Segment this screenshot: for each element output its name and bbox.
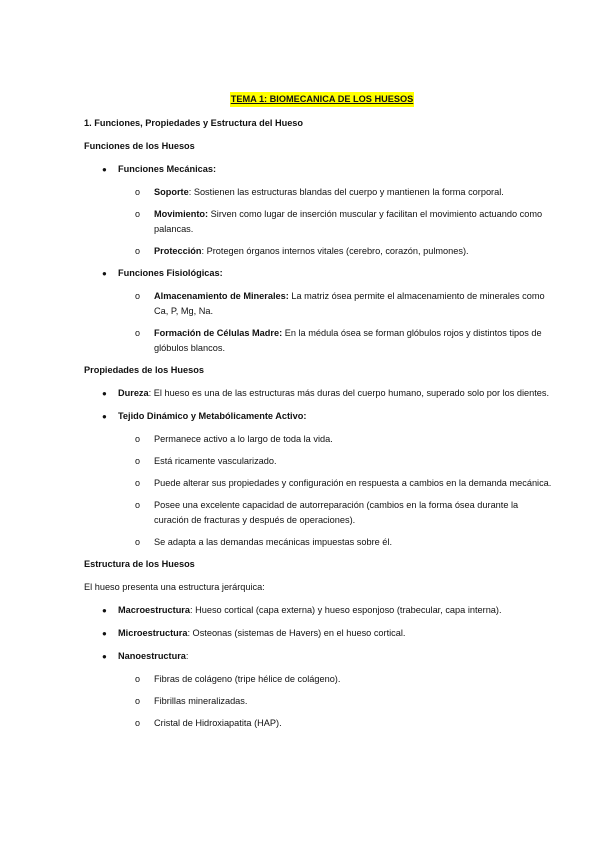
- list-item: [84, 289, 560, 319]
- list-item: [84, 185, 560, 200]
- item-label: Tejido Dinámico y Metabólicamente Activo:: [118, 411, 307, 421]
- item-label: Almacenamiento de Minerales:: [154, 291, 289, 301]
- list-item: [84, 266, 560, 281]
- item-label: Macroestructura: [118, 605, 190, 615]
- item-text: : Hueso cortical (capa externa) y hueso esponjoso (trabecular, capa interna).: [190, 605, 502, 615]
- list-item: [84, 672, 560, 687]
- list-item: [84, 244, 560, 259]
- item-text: : Sostienen las estructuras blandas del cuerpo y mantienen la forma corporal.: [188, 187, 504, 197]
- circle-bullet-icon: o: [135, 328, 141, 338]
- circle-bullet-icon: o: [135, 456, 141, 466]
- list-item: [84, 476, 560, 491]
- item-text: La matriz ósea permite el almacenamiento de minerales como Ca, P, Mg, Na.: [154, 291, 545, 316]
- circle-bullet-icon: o: [135, 434, 141, 444]
- item-label: Movimiento:: [154, 209, 209, 219]
- bullet-icon: ●: [102, 652, 107, 661]
- list-item: [84, 649, 560, 664]
- bullet-icon: ●: [102, 412, 107, 421]
- page-title: TEMA 1: BIOMECANICA DE LOS HUESOS: [230, 92, 415, 107]
- item-text: Sirven como lugar de inserción muscular y facilitan el movimiento actuando como palancas.: [154, 209, 543, 234]
- bullet-icon: ●: [102, 269, 107, 278]
- list-item: [84, 432, 560, 447]
- title-wrap: [84, 92, 560, 107]
- list-item: [84, 162, 560, 177]
- list-item: [84, 326, 560, 356]
- item-text: Fibrillas mineralizadas.: [154, 696, 248, 706]
- item-text: : El hueso es una de las estructuras más duras del cuerpo humano, superado solo por los dientes.: [148, 388, 550, 398]
- item-text: Permanece activo a lo largo de toda la vida.: [154, 434, 333, 444]
- list-item: [84, 454, 560, 469]
- item-text: Cristal de Hidroxiapatita (HAP).: [154, 718, 282, 728]
- item-text: Se adapta a las demandas mecánicas impuestas sobre él.: [154, 537, 392, 547]
- list-item: [84, 409, 560, 424]
- bullet-icon: ●: [102, 606, 107, 615]
- section-heading: 1. Funciones, Propiedades y Estructura del Hueso: [84, 118, 304, 128]
- circle-bullet-icon: o: [135, 696, 141, 706]
- circle-bullet-icon: o: [135, 537, 141, 547]
- circle-bullet-icon: o: [135, 187, 141, 197]
- item-text: :: [185, 651, 189, 661]
- item-label: Funciones Mecánicas:: [118, 164, 217, 174]
- item-text: Está ricamente vascularizado.: [154, 456, 277, 466]
- list-item: [84, 716, 560, 731]
- funciones-heading: Funciones de los Huesos: [84, 141, 195, 151]
- estructura-heading: Estructura de los Huesos: [84, 559, 195, 569]
- circle-bullet-icon: o: [135, 291, 141, 301]
- list-item: [84, 694, 560, 709]
- list-item: [84, 535, 560, 550]
- circle-bullet-icon: o: [135, 478, 141, 488]
- estructura-intro: El hueso presenta una estructura jerárquica:: [84, 582, 265, 592]
- item-text: En la médula ósea se forman glóbulos rojos y distintos tipos de glóbulos blancos.: [154, 328, 542, 353]
- item-label: Dureza: [118, 388, 149, 398]
- list-item: [84, 207, 560, 237]
- circle-bullet-icon: o: [135, 500, 141, 510]
- circle-bullet-icon: o: [135, 246, 141, 256]
- item-text: Fibras de colágeno (tripe hélice de colágeno).: [154, 674, 341, 684]
- item-text: : Protegen órganos internos vitales (cerebro, corazón, pulmones).: [201, 246, 469, 256]
- item-text: : Osteonas (sistemas de Havers) en el hueso cortical.: [187, 628, 406, 638]
- item-text: Puede alterar sus propiedades y configuración en respuesta a cambios en la demanda mecánica.: [154, 478, 552, 488]
- bullet-icon: ●: [102, 165, 107, 174]
- item-label: Nanoestructura: [118, 651, 186, 661]
- circle-bullet-icon: o: [135, 209, 141, 219]
- list-item: [84, 386, 560, 401]
- item-text: Posee una excelente capacidad de autorreparación (cambios en la forma ósea durante la curación de fracturas y después de operaciones).: [154, 500, 519, 525]
- bullet-icon: ●: [102, 389, 107, 398]
- propiedades-heading: Propiedades de los Huesos: [84, 365, 204, 375]
- item-label: Funciones Fisiológicas:: [118, 268, 223, 278]
- list-item: [84, 603, 560, 618]
- item-label: Protección: [154, 246, 202, 256]
- item-label: Formación de Células Madre:: [154, 328, 283, 338]
- list-item: [84, 498, 560, 528]
- list-item: [84, 626, 560, 641]
- circle-bullet-icon: o: [135, 718, 141, 728]
- item-label: Soporte: [154, 187, 189, 197]
- circle-bullet-icon: o: [135, 674, 141, 684]
- item-label: Microestructura: [118, 628, 188, 638]
- bullet-icon: ●: [102, 629, 107, 638]
